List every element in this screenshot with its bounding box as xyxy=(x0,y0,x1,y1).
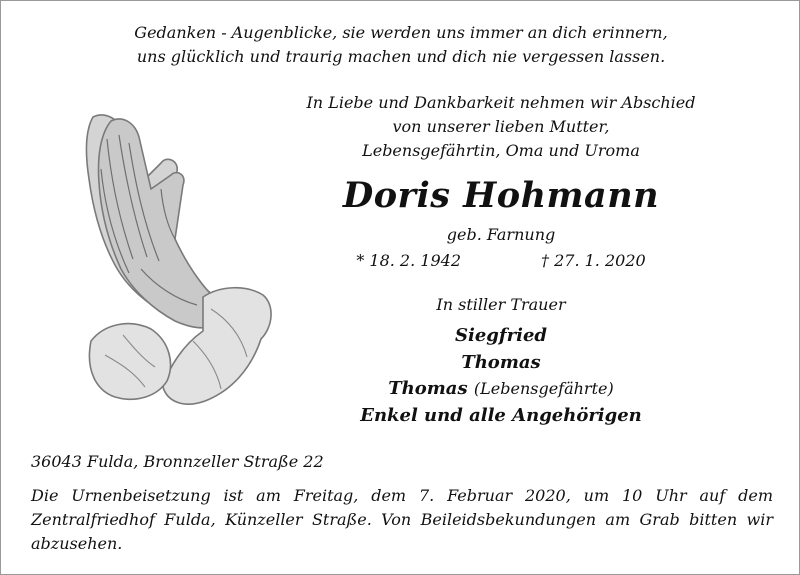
mourner-name: Thomas xyxy=(388,378,468,399)
death-date: † 27. 1. 2020 xyxy=(541,251,646,270)
motto-line: Gedanken - Augenblicke, sie werden uns immer an dich erinnern, xyxy=(134,23,668,42)
partner-note: (Lebensgefährte) xyxy=(473,379,614,398)
deceased-name: Doris Hohmann xyxy=(342,175,660,216)
mourner-name-with-note xyxy=(293,376,709,403)
intro-text xyxy=(293,91,709,163)
mourner-list xyxy=(293,323,709,429)
intro-line: von unserer lieben Mutter, xyxy=(392,117,610,136)
motto xyxy=(1,21,800,69)
mourner-name: Enkel und alle Angehörigen xyxy=(360,404,642,426)
burial-text: Die Urnenbeisetzung ist am Freitag, dem 7. Februar 2020, um 10 Uhr auf dem Zentralfriedhof Fulda, Künzeller Straße. Von Beileidsbekundungen am Grab bitten wir abzusehen. xyxy=(31,486,773,553)
motto-line: uns glücklich und traurig machen und dich nie vergessen lassen. xyxy=(136,47,666,66)
address: 36043 Fulda, Bronnzeller Straße 22 xyxy=(31,452,324,471)
intro-line: In Liebe und Dankbarkeit nehmen wir Abschied xyxy=(306,93,696,112)
intro-line: Lebensgefährtin, Oma und Uroma xyxy=(362,141,640,160)
praying-hands-icon xyxy=(71,109,276,409)
mourner-name: Thomas xyxy=(461,351,541,373)
birth-name: geb. Farnung xyxy=(446,225,556,244)
birth-date: * 18. 2. 1942 xyxy=(356,251,461,270)
mourner-name: Siegfried xyxy=(455,325,547,346)
mourning-heading: In stiller Trauer xyxy=(436,295,566,314)
life-dates xyxy=(293,251,709,271)
